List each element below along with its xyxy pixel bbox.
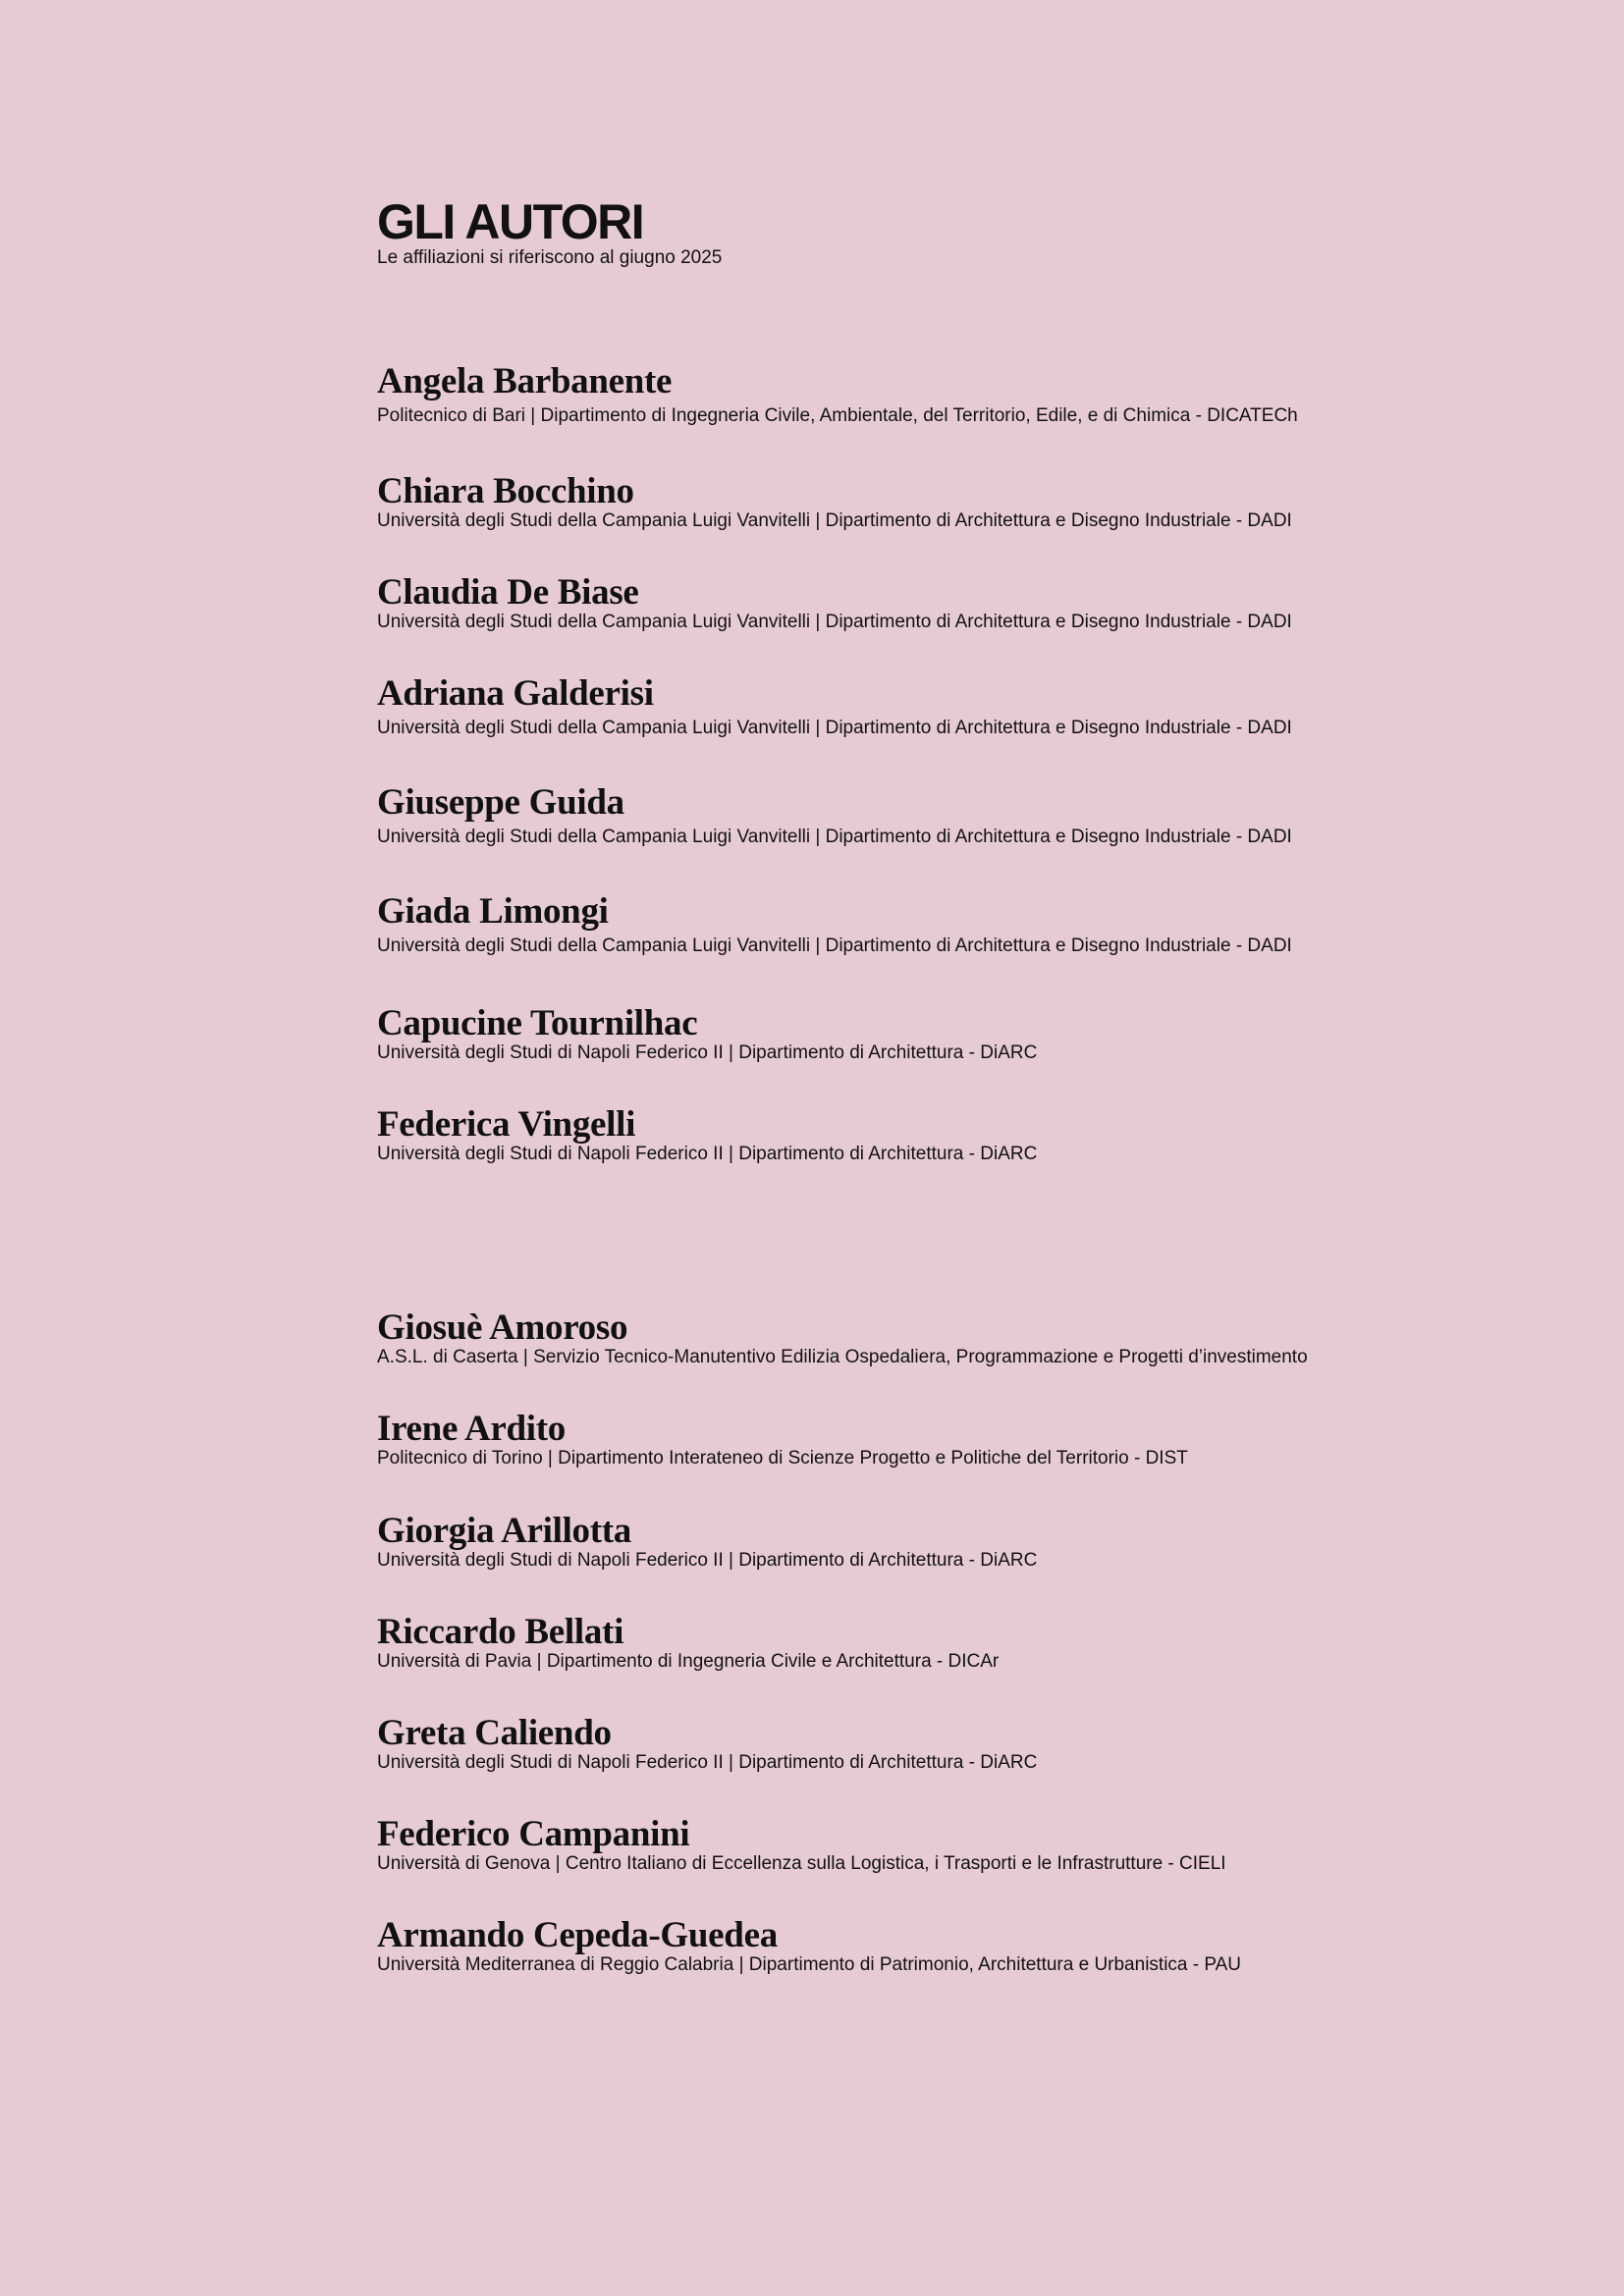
contributor-entry <box>377 1513 1506 1572</box>
contributor-affiliation: Politecnico di Torino | Dipartimento Interateneo di Scienze Progetto e Politiche del Territorio - DIST <box>377 1448 1188 1468</box>
page-title: GLI AUTORI <box>377 194 644 249</box>
author-entry <box>377 1106 1506 1165</box>
author-name: Giada Limongi <box>377 891 609 932</box>
author-entry <box>377 675 1506 739</box>
contributor-affiliation: Università di Genova | Centro Italiano di Eccellenza sulla Logistica, i Trasporti e le Infrastrutture - CIELI <box>377 1853 1226 1874</box>
author-entry <box>377 363 1506 427</box>
contributor-name: Riccardo Bellati <box>377 1612 624 1652</box>
contributor-name: Irene Ardito <box>377 1409 567 1449</box>
contributor-name: Giorgia Arillotta <box>377 1511 631 1551</box>
author-affiliation: Università degli Studi della Campania Luigi Vanvitelli | Dipartimento di Architettura e Disegno Industriale - DADI <box>377 718 1292 738</box>
contributor-affiliation: A.S.L. di Caserta | Servizio Tecnico-Manutentivo Edilizia Ospedaliera, Programmazione e Progetti d’investimento <box>377 1347 1308 1367</box>
author-affiliation: Università degli Studi della Campania Luigi Vanvitelli | Dipartimento di Architettura e Disegno Industriale - DADI <box>377 510 1292 531</box>
contributor-affiliation: Università degli Studi di Napoli Federico II | Dipartimento di Architettura - DiARC <box>377 1550 1038 1571</box>
contributor-name: Giosuè Amoroso <box>377 1308 628 1348</box>
author-name: Giuseppe Guida <box>377 782 624 823</box>
contributor-name: Armando Cepeda-Guedea <box>377 1915 778 1955</box>
contributor-name: Federico Campanini <box>377 1814 690 1854</box>
author-name: Capucine Tournilhac <box>377 1003 698 1043</box>
contributor-affiliation: Università degli Studi di Napoli Federico II | Dipartimento di Architettura - DiARC <box>377 1752 1038 1773</box>
author-entry <box>377 784 1506 848</box>
contributor-name: Greta Caliendo <box>377 1713 612 1753</box>
author-entry <box>377 574 1506 633</box>
page-header <box>377 196 1457 269</box>
contributor-entry <box>377 1917 1506 1976</box>
author-name: Claudia De Biase <box>377 572 639 613</box>
author-affiliation: Università degli Studi della Campania Luigi Vanvitelli | Dipartimento di Architettura e Disegno Industriale - DADI <box>377 935 1292 956</box>
author-name: Chiara Bocchino <box>377 471 634 511</box>
contributor-entry <box>377 1411 1506 1469</box>
contributor-affiliation: Università Mediterranea di Reggio Calabria | Dipartimento di Patrimonio, Architettura e Urbanistica - PAU <box>377 1954 1242 1975</box>
author-name: Adriana Galderisi <box>377 673 654 714</box>
author-affiliation: Politecnico di Bari | Dipartimento di Ingegneria Civile, Ambientale, del Territorio, Edile, e di Chimica - DICATECh <box>377 405 1298 426</box>
contributor-entry <box>377 1614 1506 1673</box>
author-affiliation: Università degli Studi della Campania Luigi Vanvitelli | Dipartimento di Architettura e Disegno Industriale - DADI <box>377 612 1292 632</box>
author-affiliation: Università degli Studi della Campania Luigi Vanvitelli | Dipartimento di Architettura e Disegno Industriale - DADI <box>377 827 1292 847</box>
contributor-entry <box>377 1816 1506 1875</box>
author-entry <box>377 473 1506 532</box>
author-entry <box>377 893 1506 957</box>
contributor-entry <box>377 1309 1506 1368</box>
contributor-entry <box>377 1715 1506 1774</box>
contributor-affiliation: Università di Pavia | Dipartimento di Ingegneria Civile e Architettura - DICAr <box>377 1651 1000 1672</box>
author-name: Angela Barbanente <box>377 361 673 401</box>
page-subtitle: Le affiliazioni si riferiscono al giugno 2025 <box>377 247 723 268</box>
author-affiliation: Università degli Studi di Napoli Federico II | Dipartimento di Architettura - DiARC <box>377 1144 1038 1164</box>
author-affiliation: Università degli Studi di Napoli Federico II | Dipartimento di Architettura - DiARC <box>377 1042 1038 1063</box>
author-name: Federica Vingelli <box>377 1104 636 1145</box>
author-entry <box>377 1005 1506 1064</box>
